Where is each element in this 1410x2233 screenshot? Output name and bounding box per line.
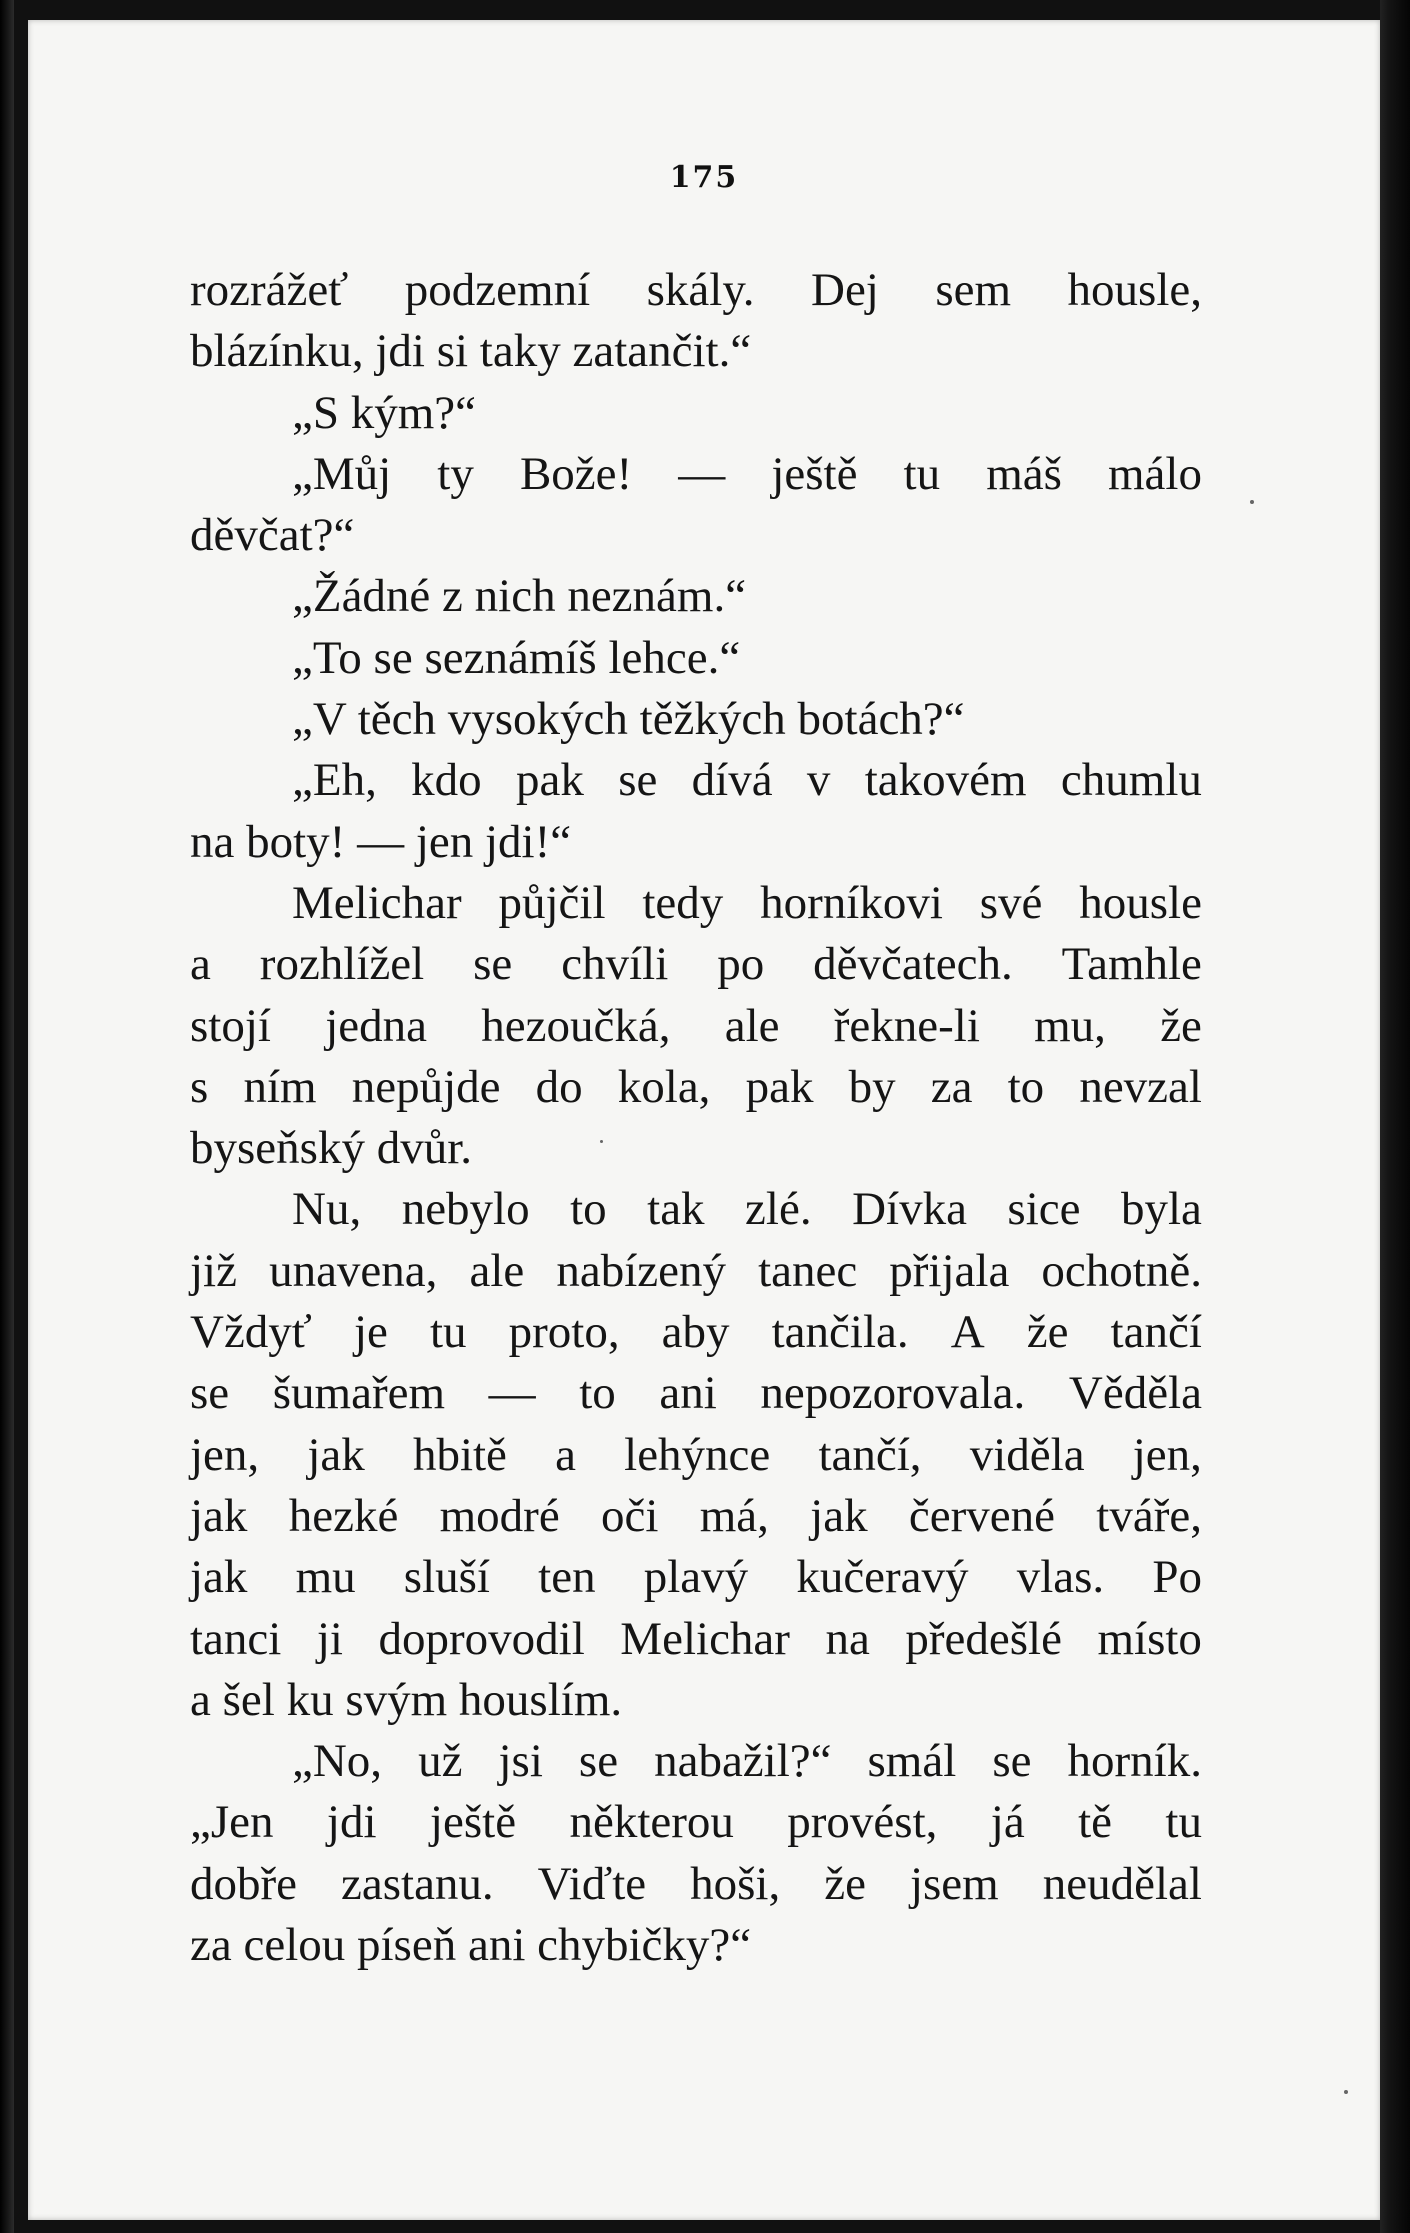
text-word: tanec: [758, 1244, 858, 1297]
text-line: [190, 1609, 1202, 1670]
text-word: proto,: [508, 1306, 620, 1359]
text-word: s: [190, 1060, 209, 1113]
text-word: modré: [439, 1489, 560, 1542]
text-word: tančila.: [771, 1306, 909, 1359]
text-word: „Můj: [292, 447, 392, 500]
text-word: se: [473, 938, 513, 991]
text-line: [190, 1731, 1202, 1792]
text-word: na: [825, 1612, 870, 1665]
text-word: stojí: [190, 999, 271, 1052]
text-word: kola,: [617, 1060, 711, 1113]
book-page: [28, 20, 1380, 2220]
text-line: na boty! — jen jdi!“: [190, 815, 572, 868]
text-word: tě: [1078, 1796, 1113, 1849]
text-line: „To se seznámíš lehce.“: [292, 631, 741, 684]
text-word: lehýnce: [624, 1428, 771, 1481]
text-word: —: [488, 1367, 536, 1420]
text-word: —: [678, 447, 726, 500]
text-line: a šel ku svým houslím.: [190, 1673, 623, 1726]
text-word: aby: [661, 1306, 730, 1359]
text-line: [190, 1425, 1202, 1486]
text-line: [190, 934, 1202, 995]
text-word: ten: [538, 1551, 596, 1604]
text-word: housle: [1079, 876, 1202, 929]
text-word: skály.: [646, 264, 755, 316]
text-word: Viďte: [537, 1857, 647, 1910]
text-word: tančí: [1110, 1306, 1202, 1359]
text-word: jdi: [326, 1796, 377, 1849]
text-word: horníkovi: [760, 876, 943, 929]
body-text: [190, 260, 1202, 1976]
text-word: málo: [1107, 447, 1202, 500]
text-word: jsem: [909, 1857, 999, 1910]
text-word: jen,: [190, 1428, 260, 1481]
text-word: mu: [295, 1551, 356, 1604]
text-word: že: [824, 1857, 866, 1910]
scan-speck: [1344, 2090, 1348, 2094]
text-word: nabažil?“: [654, 1735, 832, 1788]
text-line: [190, 1302, 1202, 1363]
text-line: [190, 1486, 1202, 1547]
text-word: ty: [437, 447, 474, 500]
text-word: jsi: [498, 1735, 543, 1788]
text-word: nepozorovala.: [760, 1367, 1026, 1420]
text-word: tančí,: [818, 1428, 922, 1481]
text-word: zastanu.: [341, 1857, 494, 1910]
scan-speck: [600, 1140, 603, 1143]
text-word: oči: [600, 1489, 659, 1542]
text-word: plavý: [643, 1551, 749, 1604]
text-word: dobře: [190, 1857, 298, 1910]
text-word: přijala: [889, 1244, 1010, 1297]
text-word: kučeravý: [796, 1551, 969, 1604]
text-word: nabízený: [556, 1244, 726, 1297]
text-word: to: [570, 1183, 607, 1236]
text-word: takovém: [864, 754, 1027, 807]
text-word: viděla: [969, 1428, 1085, 1481]
text-word: a: [555, 1428, 576, 1481]
text-word: již: [190, 1244, 237, 1297]
text-word: vlas.: [1016, 1551, 1105, 1604]
text-word: Dívka: [852, 1183, 967, 1236]
text-line: „Žádné z nich neznám.“: [292, 570, 747, 623]
text-word: hezké: [288, 1489, 399, 1542]
text-word: jen,: [1132, 1428, 1202, 1481]
text-word: doprovodil: [378, 1612, 585, 1665]
text-line: [190, 996, 1202, 1057]
text-word: Nu,: [292, 1183, 362, 1236]
text-line: „V těch vysokých těžkých botách?“: [292, 693, 965, 746]
text-word: jak: [190, 1489, 248, 1542]
text-word: ale: [724, 999, 780, 1052]
text-word: sluší: [403, 1551, 490, 1604]
text-word: ještě: [771, 447, 858, 500]
text-word: tu: [1165, 1796, 1202, 1849]
text-line: blázínku, jdi si taky zatančit.“: [190, 325, 752, 378]
text-line: [190, 1547, 1202, 1608]
text-word: ani: [659, 1367, 717, 1420]
text-word: to: [579, 1367, 616, 1420]
text-word: ním: [243, 1060, 317, 1113]
page-edge: [1380, 0, 1410, 2233]
text-line: [190, 1854, 1202, 1915]
text-word: Tamhle: [1061, 938, 1202, 991]
text-line: [190, 1179, 1202, 1240]
binding-edge: [0, 0, 14, 2233]
text-word: místo: [1097, 1612, 1202, 1665]
text-word: „Eh,: [292, 754, 377, 807]
text-word: to: [1007, 1060, 1045, 1113]
text-line: [190, 1241, 1202, 1302]
text-word: smál: [867, 1735, 957, 1788]
page-number: 175: [669, 160, 739, 195]
text-word: provést,: [787, 1796, 938, 1849]
text-word: ale: [469, 1244, 525, 1297]
text-word: děvčatech.: [813, 938, 1013, 991]
text-word: jak: [190, 1551, 248, 1604]
text-word: Bože!: [519, 447, 633, 500]
text-word: sem: [935, 264, 1012, 316]
text-word: se: [992, 1735, 1032, 1788]
text-word: půjčil: [498, 876, 606, 929]
text-line: děvčat?“: [190, 509, 355, 562]
text-word: „No,: [292, 1735, 383, 1788]
text-word: jedna: [325, 999, 427, 1052]
text-word: řekne-li: [833, 999, 980, 1052]
text-word: chvíli: [561, 938, 669, 991]
text-word: nepůjde: [351, 1060, 501, 1113]
text-word: se: [578, 1735, 619, 1788]
text-line: [190, 444, 1202, 505]
text-word: červené: [908, 1489, 1055, 1542]
text-word: podzemní: [404, 264, 591, 316]
text-word: pak: [515, 754, 584, 807]
text-word: Melichar: [620, 1612, 790, 1665]
text-line: byseňský dvůr.: [190, 1122, 472, 1175]
text-line: [190, 1363, 1202, 1424]
text-word: housle,: [1067, 264, 1202, 316]
text-word: po: [717, 938, 765, 991]
text-word: unavena,: [269, 1244, 438, 1297]
text-word: jak: [307, 1428, 365, 1481]
text-word: se: [618, 754, 658, 807]
text-word: má,: [699, 1489, 769, 1542]
text-word: tedy: [642, 876, 724, 929]
text-word: šumařem: [272, 1367, 446, 1420]
text-word: své: [979, 876, 1043, 929]
text-line: „S kým?“: [292, 386, 477, 439]
text-word: sice: [1007, 1183, 1081, 1236]
text-word: ji: [316, 1612, 343, 1665]
text-word: jak: [810, 1489, 868, 1542]
text-word: máš: [986, 447, 1062, 500]
text-word: neudělal: [1042, 1857, 1202, 1910]
text-word: hezoučká,: [481, 999, 671, 1052]
text-word: hbitě: [412, 1428, 507, 1481]
text-word: kdo: [411, 754, 482, 807]
text-word: Dej: [811, 264, 879, 316]
text-word: tanci: [190, 1612, 282, 1665]
text-word: předešlé: [905, 1612, 1062, 1665]
text-line: [190, 873, 1202, 934]
text-word: tak: [647, 1183, 705, 1236]
scan-speck: [1250, 500, 1254, 504]
text-word: zlé.: [745, 1183, 812, 1236]
text-word: tu: [903, 447, 941, 500]
text-word: nevzal: [1079, 1060, 1202, 1113]
text-line: [190, 750, 1202, 811]
text-word: že: [1160, 999, 1202, 1052]
text-word: A: [950, 1306, 985, 1359]
text-word: Po: [1152, 1551, 1202, 1604]
text-word: dívá: [691, 754, 773, 807]
text-word: za: [930, 1060, 973, 1113]
text-line: [190, 1057, 1202, 1118]
text-word: je: [353, 1306, 388, 1359]
text-word: rozhlížel: [259, 938, 425, 991]
text-word: byla: [1120, 1183, 1202, 1236]
text-word: některou: [569, 1796, 734, 1849]
text-word: mu,: [1034, 999, 1106, 1052]
text-word: „Jen: [190, 1796, 274, 1849]
text-word: rozrážeť: [190, 264, 349, 316]
text-word: chumlu: [1060, 754, 1202, 807]
text-word: ochotně.: [1041, 1244, 1202, 1297]
text-word: do: [535, 1060, 583, 1113]
text-word: tváře,: [1096, 1489, 1202, 1542]
text-word: Věděla: [1068, 1367, 1202, 1420]
text-word: horník.: [1067, 1735, 1202, 1788]
text-word: já: [990, 1796, 1025, 1849]
text-word: hoši,: [690, 1857, 781, 1910]
text-line: za celou píseň ani chybičky?“: [190, 1919, 752, 1972]
text-line: [190, 1792, 1202, 1853]
text-word: nebylo: [401, 1183, 530, 1236]
text-word: už: [418, 1735, 463, 1788]
text-word: Vždyť: [190, 1306, 312, 1359]
text-word: Melichar: [292, 876, 462, 929]
text-word: by: [848, 1060, 896, 1113]
text-word: tu: [429, 1306, 467, 1359]
text-word: pak: [745, 1060, 814, 1113]
text-line: [190, 260, 1202, 321]
text-word: a: [190, 938, 211, 991]
text-word: ještě: [429, 1796, 517, 1849]
text-word: v: [806, 754, 831, 807]
text-word: se: [190, 1367, 230, 1420]
text-word: že: [1026, 1306, 1069, 1359]
